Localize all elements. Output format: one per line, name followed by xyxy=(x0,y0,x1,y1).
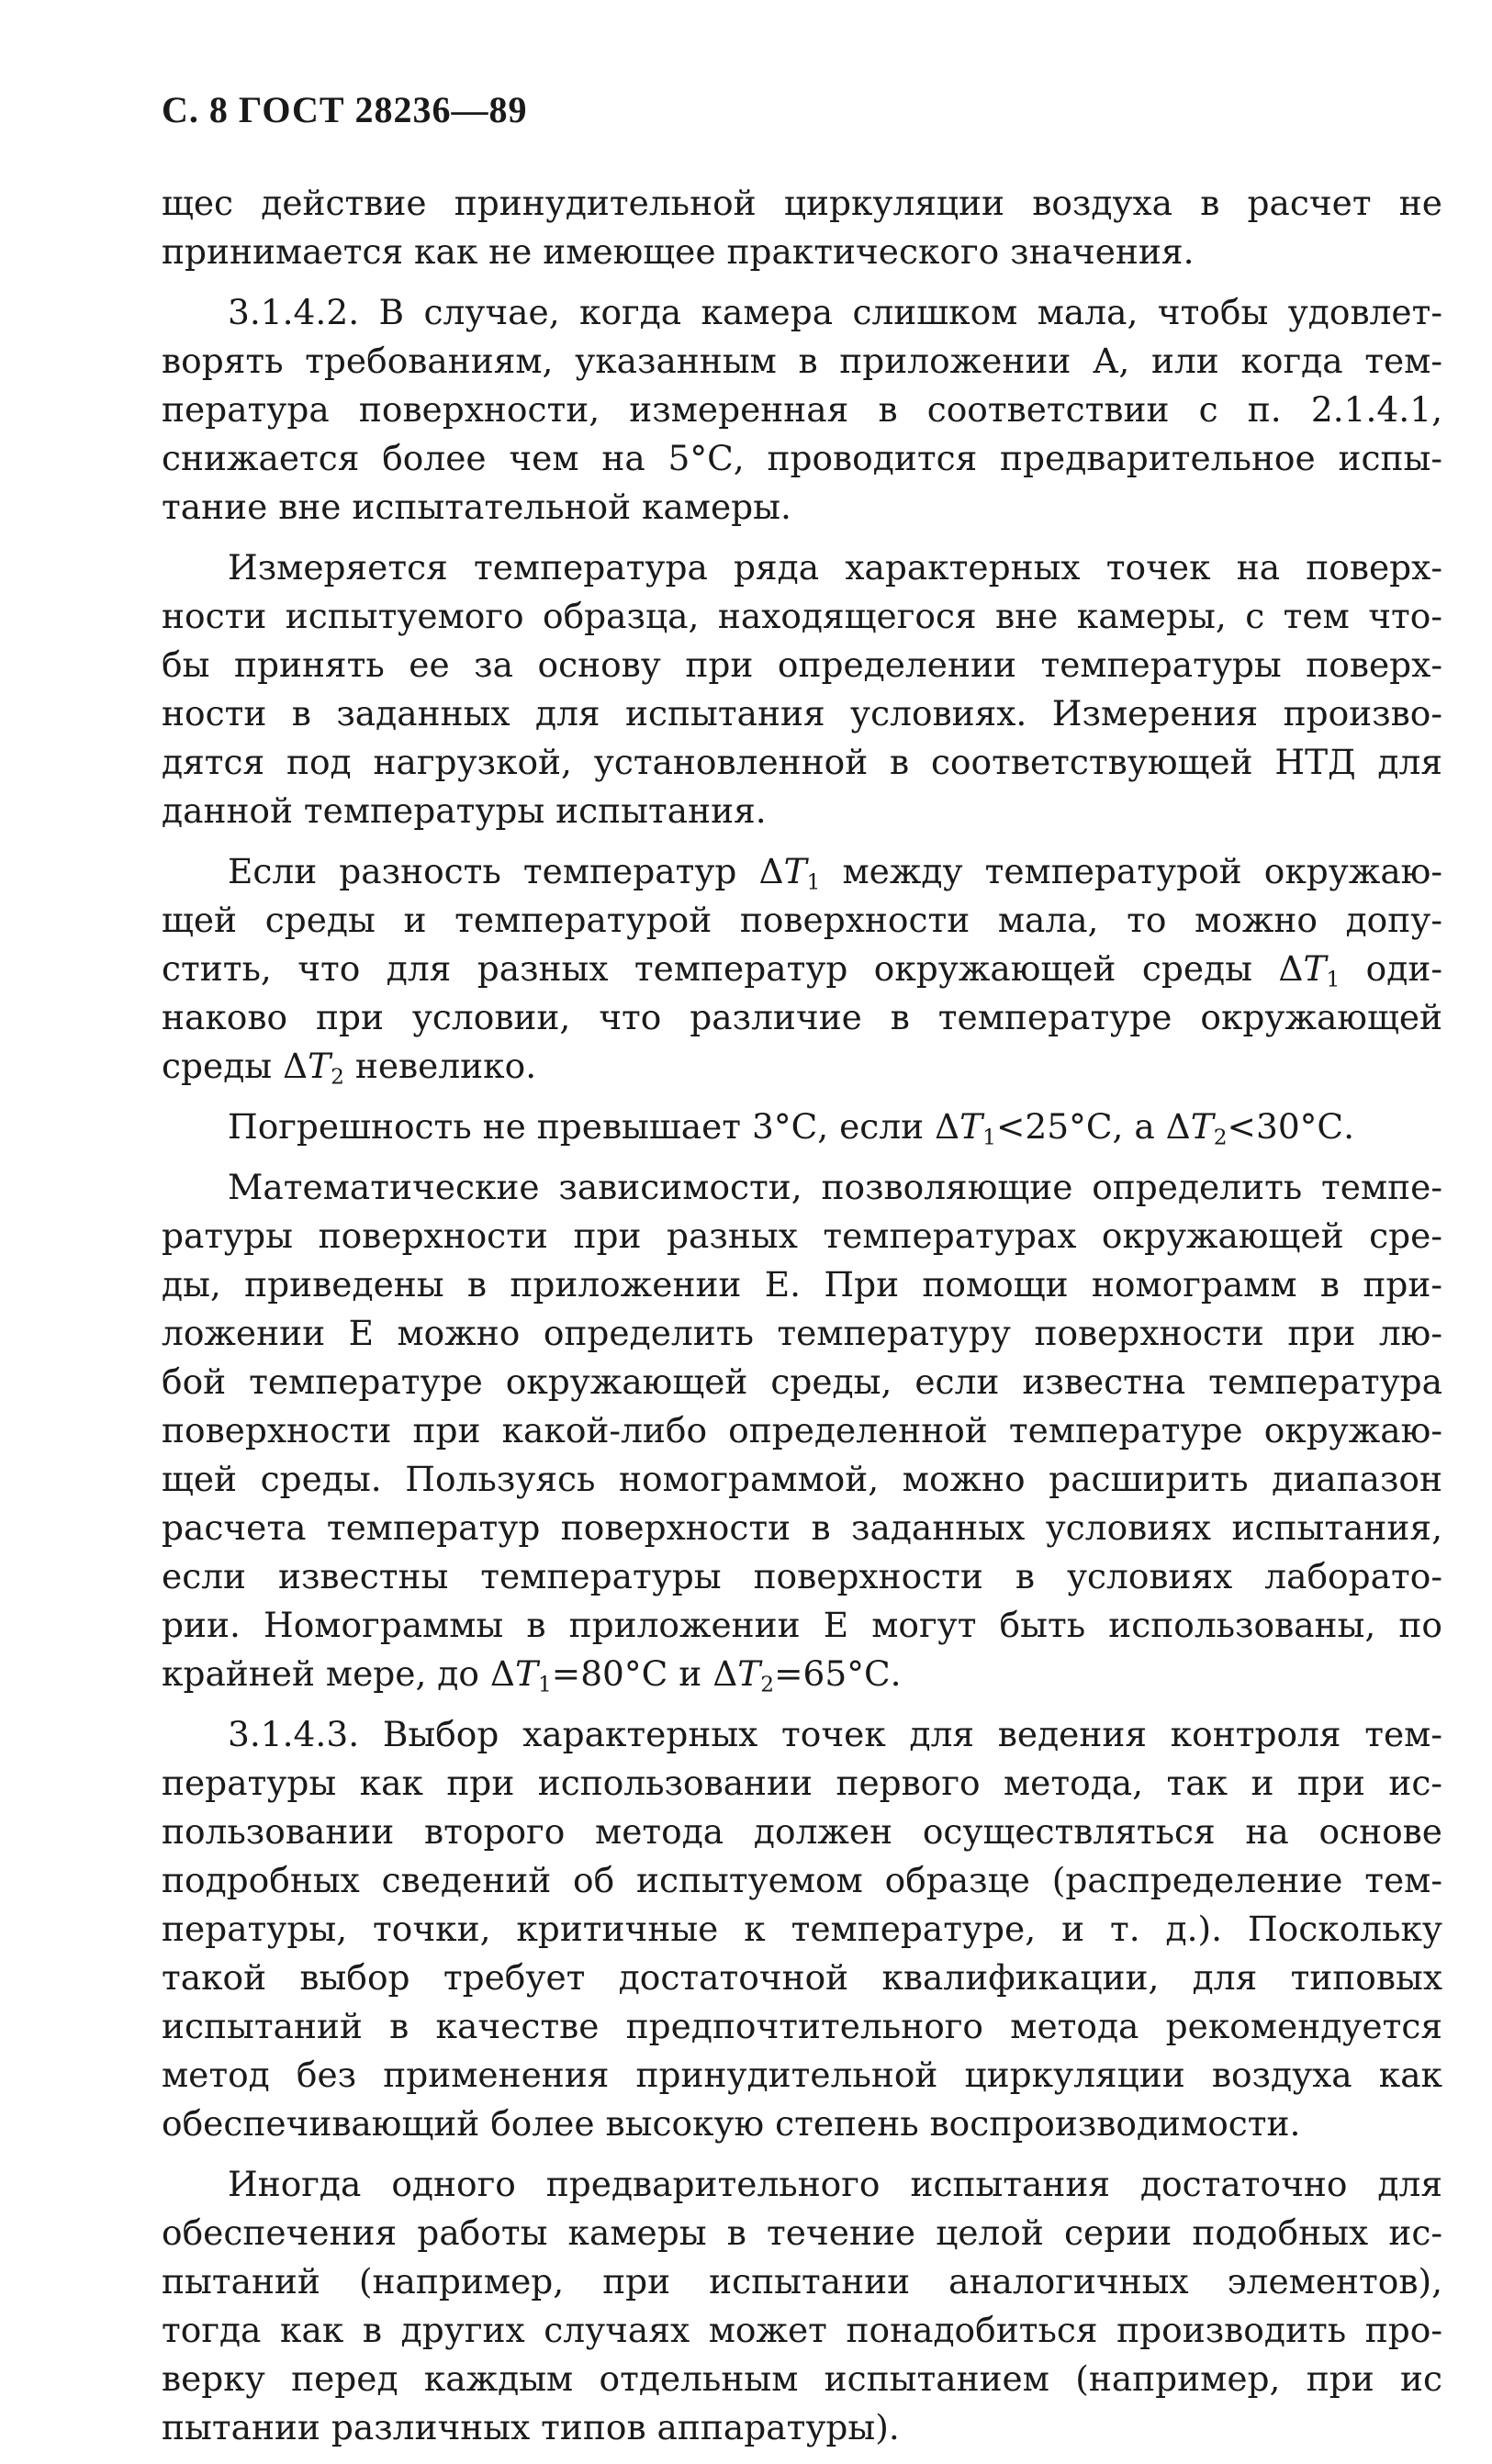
text-line: Иногда одного предварительного испытания достаточно для xyxy=(228,2164,1442,2204)
text-line: такой выбор требует достаточной квалификации, для типовых xyxy=(162,1957,1442,1998)
text-line: бы принять ее за основу при определении температуры поверх- xyxy=(162,644,1442,685)
text-line: дятся под нагрузкой, установленной в соответствующей НТД для xyxy=(162,742,1442,782)
text-line: подробных сведений об испытуемом образце (распределение тем- xyxy=(162,1860,1442,1900)
text-line: ложении Е можно определить температуру поверхности при лю- xyxy=(162,1313,1442,1353)
text-line: обеспечивающий более высокую степень воспроизводимости. xyxy=(162,2103,1301,2144)
text-line: расчета температур поверхности в заданных условиях испытания, xyxy=(162,1507,1442,1548)
text-line: крайней мере, до $\Delta T_1=80^\circ С$ и $\Delta T_2=65^\circ С$. xyxy=(162,1653,902,1697)
text-line: испытаний в качестве предпочтительного метода рекомендуется xyxy=(162,2006,1442,2046)
text-line: пользовании второго метода должен осуществляться на основе xyxy=(162,1811,1442,1852)
text-line: тание вне испытательной камеры. xyxy=(162,487,791,527)
text-line: Математические зависимости, позволяющие определить темпе- xyxy=(228,1167,1442,1207)
text-line: ратуры поверхности при разных температурах окружающей сре- xyxy=(162,1215,1442,1256)
text-line: тогда как в других случаях может понадобиться производить про- xyxy=(162,2310,1442,2350)
text-line: стить, что для разных температур окружающей среды $\Delta T_1$ оди- xyxy=(162,948,1442,992)
text-line: пытаний (например, при испытании аналогичных элементов), xyxy=(162,2261,1442,2302)
text-line: поверхности при какой-либо определенной температуре окружаю- xyxy=(162,1410,1442,1450)
text-line: ды, приведены в приложении Е. При помощи номограмм в при- xyxy=(162,1264,1442,1305)
text-line: данной температуры испытания. xyxy=(162,790,767,831)
text-line: ворять требованиям, указанным в приложении А, или когда тем- xyxy=(162,341,1442,381)
text-line: обеспечения работы камеры в течение целой серии подобных ис- xyxy=(162,2212,1442,2253)
text-line: ности испытуемого образца, находящегося вне камеры, с тем что- xyxy=(162,596,1442,636)
text-line: Если разность температур $\Delta T_1$ между температурой окружаю- xyxy=(228,851,1443,895)
text-line: Погрешность не превышает 3°С, если $\Delta T_1<25^\circ С$, а $\Delta T_2<30^\circ С$. xyxy=(228,1106,1355,1150)
text-line: ности в заданных для испытания условиях. Измерения произво- xyxy=(162,693,1442,734)
text-line: пытании различных типов аппаратуры). xyxy=(162,2407,900,2447)
text-line: бой температуре окружающей среды, если известна температура xyxy=(162,1361,1442,1402)
text-line: принимается как не имеющее практического значения. xyxy=(162,231,1195,272)
body-text xyxy=(162,179,1442,2464)
text-line: наково при условии, что различие в температуре окружающей xyxy=(162,997,1442,1037)
text-line: щес действие принудительной циркуляции воздуха в расчет не xyxy=(162,183,1442,223)
text-line: пературы, точки, критичные к температуре, и т. д.). Поскольку xyxy=(162,1909,1442,1949)
page-header: С. 8 ГОСТ 28236—89 xyxy=(162,89,528,130)
text-line: Измеряется температура ряда характерных точек на поверх- xyxy=(228,547,1442,588)
text-line: 3.1.4.2. В случае, когда камера слишком мала, чтобы удовлет- xyxy=(228,292,1442,332)
text-line: снижается более чем на 5°С, проводится предварительное испы- xyxy=(162,438,1442,478)
text-line: если известны температуры поверхности в условиях лаборато- xyxy=(162,1556,1442,1596)
text-line: щей среды. Пользуясь номограммой, можно расширить диапазон xyxy=(162,1459,1442,1499)
text-line: пература поверхности, измеренная в соответствии с п. 2.1.4.1, xyxy=(162,389,1442,430)
text-line: метод без применения принудительной циркуляции воздуха как xyxy=(162,2055,1442,2095)
text-line: среды $\Delta T_2$ невелико. xyxy=(162,1046,537,1090)
text-line: щей среды и температурой поверхности мала, то можно допу- xyxy=(162,900,1442,940)
text-line: рии. Номограммы в приложении Е могут быть использованы, по xyxy=(162,1605,1442,1645)
text-line: верку перед каждым отдельным испытанием (например, при ис xyxy=(162,2358,1442,2399)
text-line: 3.1.4.3. Выбор характерных точек для ведения контроля тем- xyxy=(228,1714,1442,1754)
text-line: пературы как при использовании первого метода, так и при ис- xyxy=(162,1763,1442,1803)
